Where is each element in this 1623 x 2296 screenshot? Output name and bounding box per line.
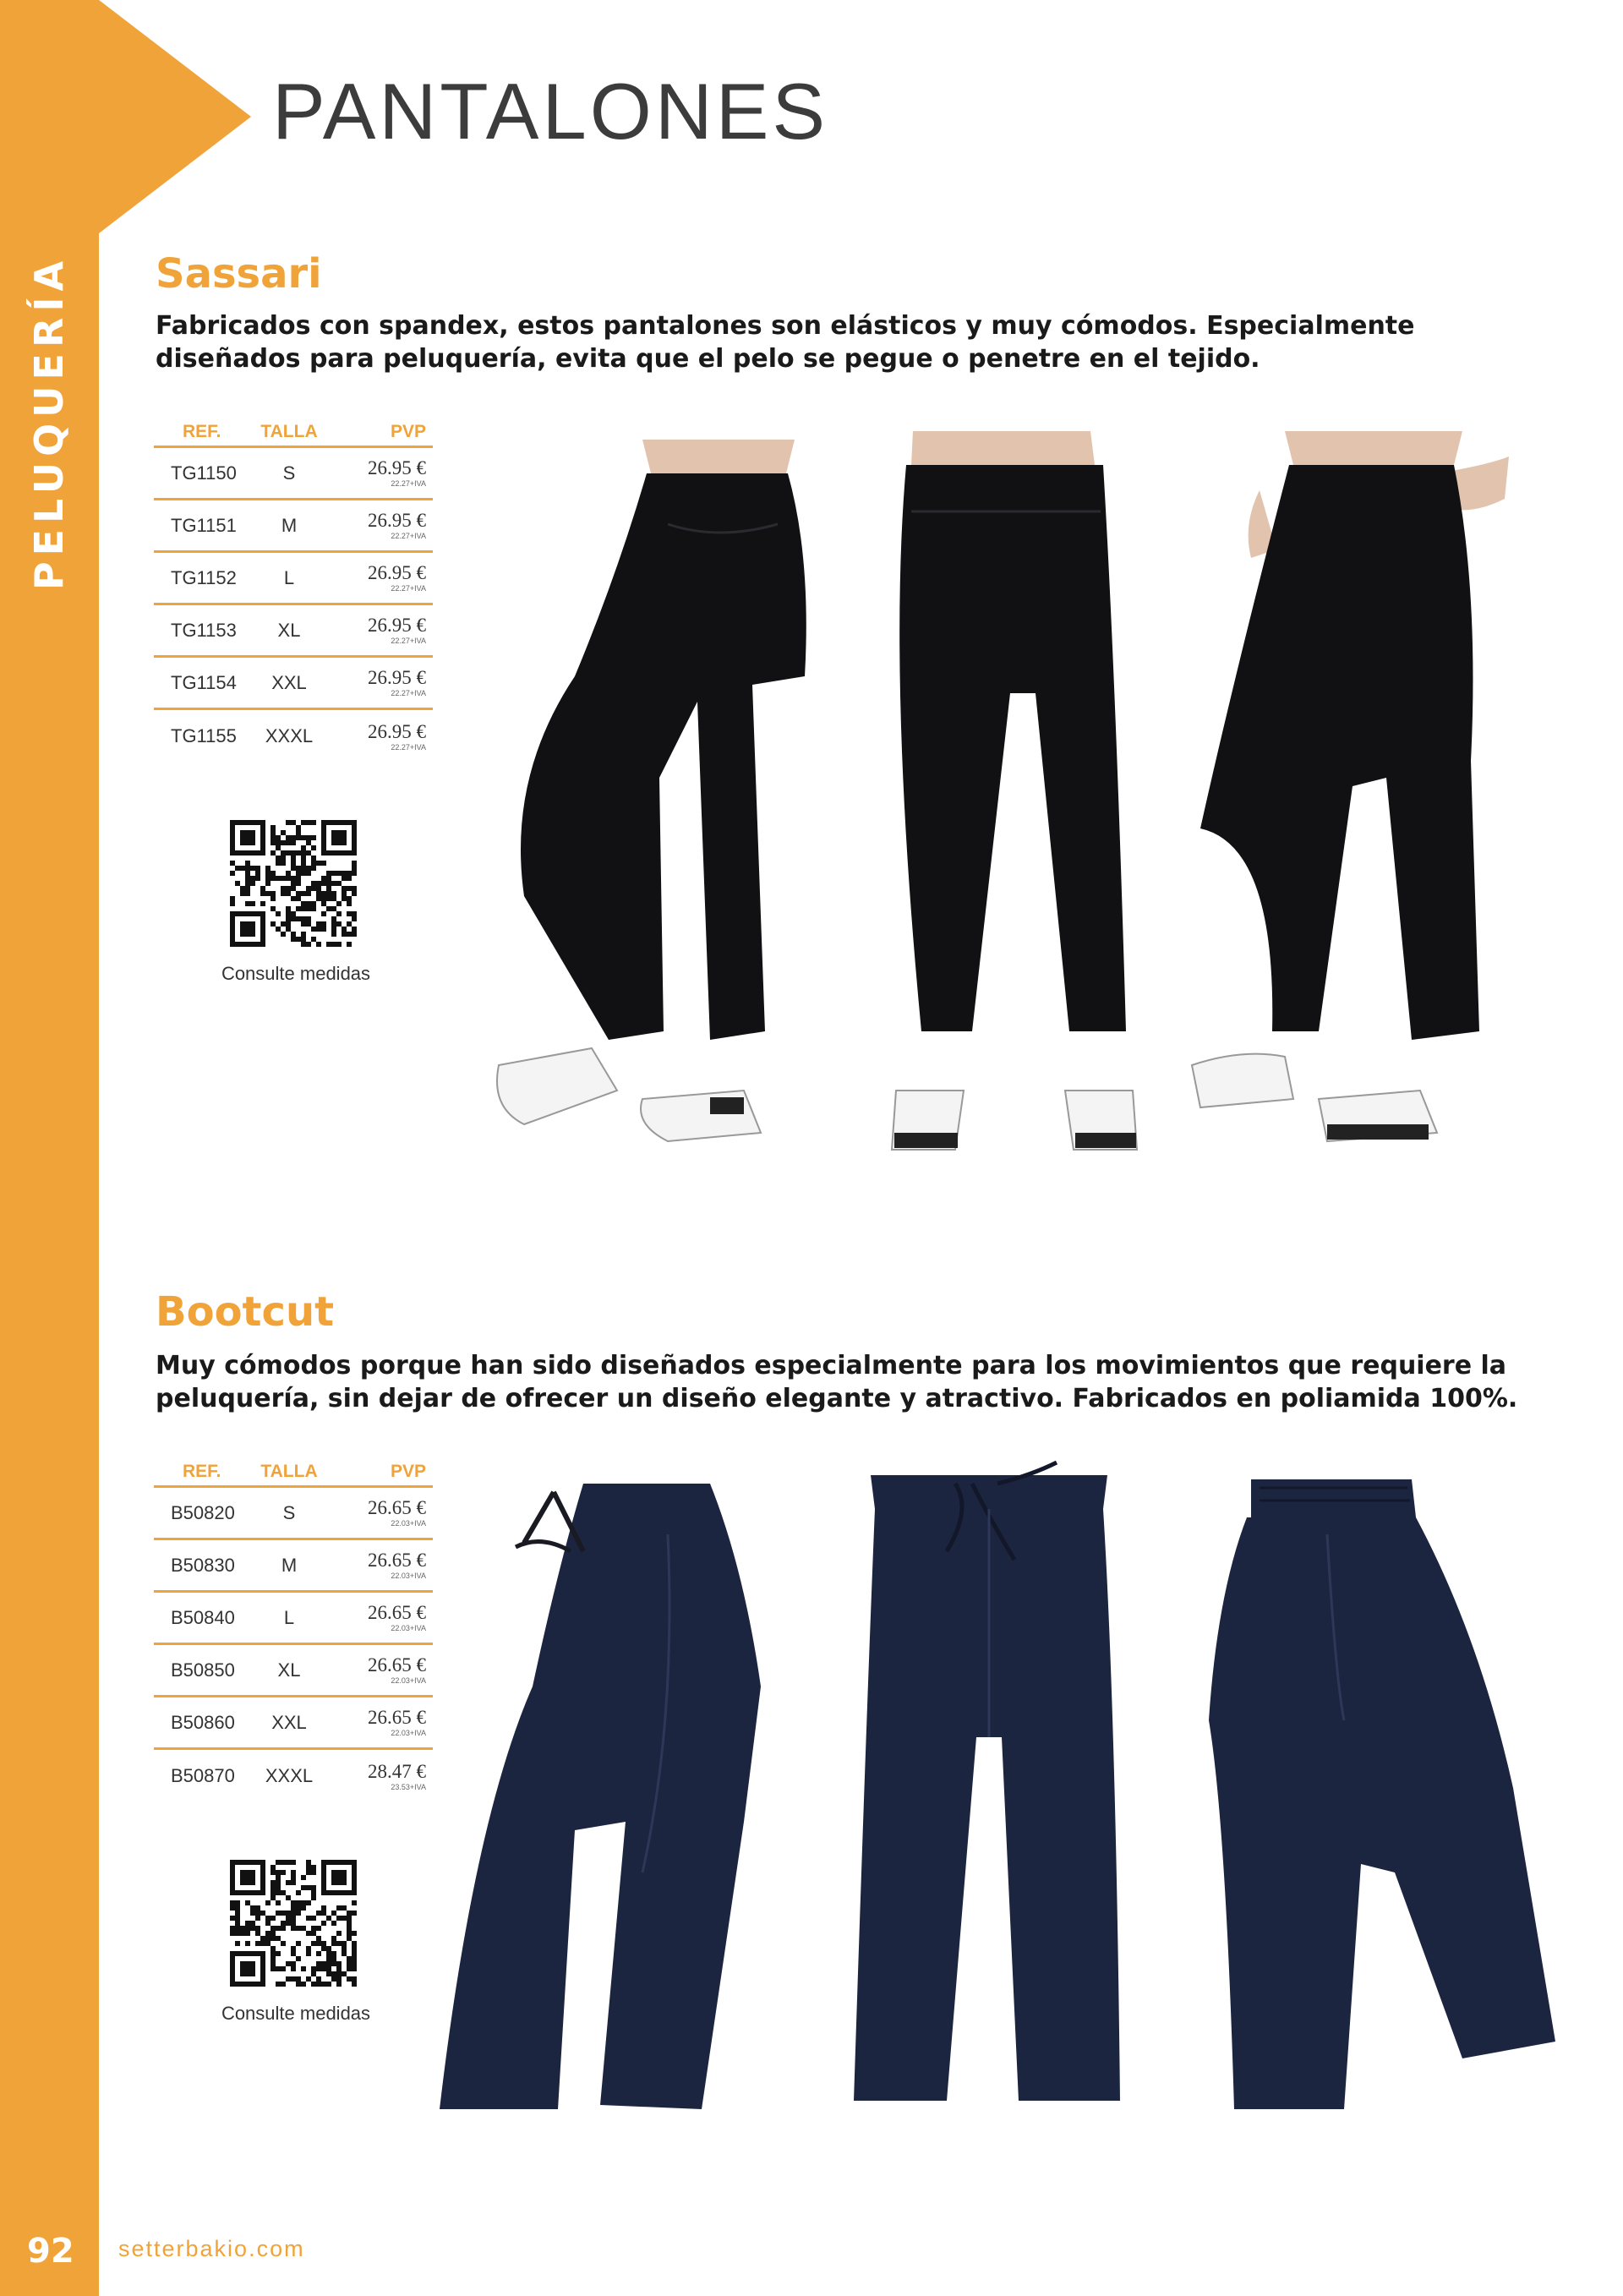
row-net-price: 23.53+IVA [391, 1782, 426, 1791]
row-ref: B50820 [171, 1501, 235, 1523]
header-ref: REF. [183, 1461, 221, 1481]
row-net-price: 22.03+IVA [391, 1572, 426, 1580]
pants-front-view [845, 1458, 1133, 2126]
row-talla: M [281, 514, 298, 536]
row-price: 26.65 € [368, 1654, 426, 1676]
row-pvp [331, 1762, 433, 1791]
page-title: PANTALONES [272, 67, 829, 156]
table-row [154, 1697, 433, 1750]
row-talla: XXL [271, 671, 307, 693]
row-ref: TG1150 [171, 462, 237, 484]
row-price: 26.65 € [368, 1602, 426, 1623]
qr-label: Consulte medidas [221, 963, 371, 984]
row-net-price: 22.27+IVA [391, 637, 426, 645]
pants-side-view [1183, 423, 1522, 1175]
row-net-price: 22.03+IVA [391, 1519, 426, 1528]
table-row [154, 1750, 433, 1802]
price-table [154, 1457, 433, 1802]
row-pvp [331, 1655, 433, 1685]
header-ref: REF. [183, 421, 221, 441]
row-talla: XXXL [265, 725, 314, 746]
row-talla: XL [277, 1659, 301, 1681]
row-price: 26.95 € [368, 720, 426, 742]
section-label: PELUQUERÍA [26, 254, 72, 591]
row-pvp [331, 668, 433, 697]
table-row [154, 448, 433, 500]
pants-back-view [473, 423, 812, 1175]
row-ref: TG1154 [171, 671, 237, 693]
row-net-price: 22.27+IVA [391, 532, 426, 540]
pants-side-view [423, 1467, 786, 2126]
row-talla: S [282, 1501, 296, 1523]
table-row [154, 1593, 433, 1645]
row-net-price: 22.27+IVA [391, 742, 426, 752]
product-name: Sassari [156, 250, 322, 298]
row-net-price: 22.03+IVA [391, 1729, 426, 1737]
row-net-price: 22.03+IVA [391, 1676, 426, 1685]
table-row [154, 1645, 433, 1697]
table-header [154, 1457, 433, 1488]
qr-label: Consulte medidas [221, 2003, 371, 2024]
row-ref: B50840 [171, 1606, 235, 1628]
row-price: 26.95 € [368, 615, 426, 636]
row-talla: L [283, 566, 295, 588]
table-row [154, 658, 433, 710]
row-ref: TG1152 [171, 566, 237, 588]
row-net-price: 22.27+IVA [391, 584, 426, 593]
title-arrow-decoration [99, 0, 251, 233]
row-ref: B50830 [171, 1554, 235, 1576]
row-talla: L [283, 1606, 295, 1628]
row-talla: XXXL [265, 1765, 314, 1786]
row-pvp [331, 563, 433, 593]
table-row [154, 1540, 433, 1593]
row-talla: S [282, 462, 296, 484]
table-row [154, 500, 433, 553]
website-link[interactable]: setterbakio.com [118, 2236, 305, 2261]
product-description: Fabricados con spandex, estos pantalones son elásticos y muy cómodos. Especialmente diseñados para peluquería, evita que el pelo se pegue o penetre en el tejido. [156, 311, 1415, 374]
row-price: 26.65 € [368, 1707, 426, 1728]
table-row [154, 553, 433, 605]
row-price: 26.95 € [368, 667, 426, 688]
row-ref: TG1155 [171, 725, 237, 746]
header-pvp: PVP [390, 421, 426, 441]
row-ref: TG1151 [171, 514, 237, 536]
row-pvp [331, 458, 433, 488]
header-talla: TALLA [260, 1461, 318, 1481]
row-ref: B50850 [171, 1659, 235, 1681]
qr-code[interactable] [230, 1860, 357, 1987]
price-table [154, 418, 433, 763]
row-pvp [331, 511, 433, 540]
row-pvp [331, 615, 433, 645]
row-ref: B50860 [171, 1711, 235, 1733]
header-pvp: PVP [390, 1461, 426, 1481]
row-price: 26.95 € [368, 457, 426, 478]
row-talla: XXL [271, 1711, 307, 1733]
qr-code[interactable] [230, 820, 357, 947]
row-net-price: 22.27+IVA [391, 689, 426, 697]
table-header [154, 418, 433, 448]
row-pvp [331, 722, 433, 752]
header-talla: TALLA [260, 421, 318, 441]
row-price: 26.65 € [368, 1497, 426, 1518]
row-ref: B50870 [171, 1765, 235, 1786]
row-pvp [331, 1550, 433, 1580]
row-net-price: 22.27+IVA [391, 479, 426, 488]
row-ref: TG1153 [171, 619, 237, 641]
row-net-price: 22.03+IVA [391, 1624, 426, 1632]
product-name: Bootcut [156, 1288, 335, 1336]
table-row [154, 1488, 433, 1540]
row-pvp [331, 1708, 433, 1737]
row-price: 28.47 € [368, 1760, 426, 1782]
row-price: 26.95 € [368, 562, 426, 583]
row-price: 26.65 € [368, 1550, 426, 1571]
row-pvp [331, 1498, 433, 1528]
table-row [154, 605, 433, 658]
pants-back-view [1200, 1467, 1555, 2126]
page-number: 92 [27, 2232, 74, 2271]
table-row [154, 710, 433, 763]
pants-front-view [862, 423, 1150, 1175]
row-talla: XL [277, 619, 301, 641]
row-talla: M [281, 1554, 298, 1576]
row-price: 26.95 € [368, 510, 426, 531]
product-description: Muy cómodos porque han sido diseñados especialmente para los movimientos que requiere la peluquería, sin dejar de ofrecer un diseño elegante y atractivo. Fabricados en poliamida 100%. [156, 1351, 1518, 1413]
row-pvp [331, 1603, 433, 1632]
